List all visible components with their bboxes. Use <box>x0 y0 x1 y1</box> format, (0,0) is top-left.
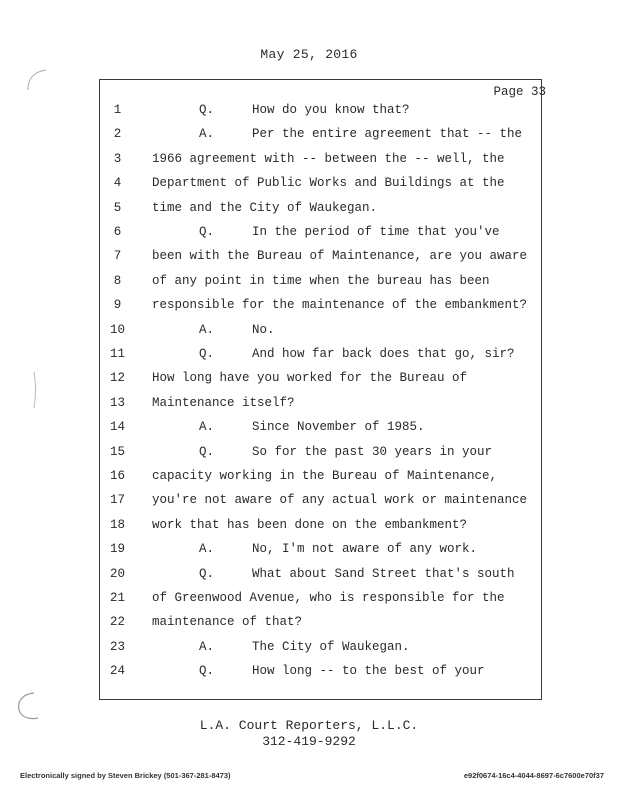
document-hash-id: e92f0674-16c4-4044-8697-6c7600e70f37 <box>463 771 604 780</box>
line-number: 14 <box>109 420 125 435</box>
line-number: 16 <box>109 469 125 483</box>
qa-line <box>199 420 425 435</box>
line-number: 11 <box>109 347 125 361</box>
transcript-line <box>0 493 618 513</box>
transcript-line <box>0 323 618 343</box>
line-number: 8 <box>113 273 122 288</box>
qa-line <box>199 542 478 557</box>
speaker-label: A. <box>199 639 215 654</box>
speaker-label: Q. <box>199 566 215 581</box>
transcript-line <box>0 201 618 221</box>
transcript-line <box>0 445 618 465</box>
reporter-phone: 312-419-9292 <box>262 734 356 749</box>
transcript-line <box>0 396 618 416</box>
transcript-line <box>0 347 618 367</box>
line-text: No. <box>252 322 275 337</box>
line-text: responsible for the maintenance of the embankment? <box>152 298 528 313</box>
qa-line <box>199 566 515 581</box>
line-number: 18 <box>109 517 125 532</box>
transcript-line <box>0 176 618 196</box>
line-text: maintenance of that? <box>152 615 303 630</box>
speaker-label: A. <box>199 420 215 435</box>
line-text: you're not aware of any actual work or maintenance <box>152 493 528 508</box>
line-number: 12 <box>109 371 125 386</box>
line-number: 3 <box>113 151 122 166</box>
line-text: No, I'm not aware of any work. <box>252 542 478 557</box>
speaker-label: A. <box>199 322 215 337</box>
line-text: been with the Bureau of Maintenance, are you aware <box>152 249 528 264</box>
line-number: 4 <box>113 176 122 191</box>
transcript-line <box>0 298 618 318</box>
transcript-line <box>0 127 618 147</box>
qa-line <box>199 127 523 142</box>
line-number: 20 <box>109 566 125 581</box>
line-number: 1 <box>113 103 122 117</box>
transcript-line <box>0 567 618 587</box>
qa-line <box>199 664 485 679</box>
line-text: And how far back does that go, sir? <box>252 347 515 361</box>
line-text: In the period of time that you've <box>252 225 500 239</box>
transcript-line <box>0 615 618 635</box>
transcript-line <box>0 225 618 245</box>
speaker-label: Q. <box>199 664 215 679</box>
line-number: 23 <box>109 639 125 654</box>
electronic-signature-note: Electronically signed by Steven Brickey (501-367-281-8473) <box>20 771 231 780</box>
transcript-date: May 25, 2016 <box>260 47 358 62</box>
line-number: 15 <box>109 444 125 459</box>
transcript-line <box>0 103 618 123</box>
reporter-company: L.A. Court Reporters, L.L.C. <box>199 718 419 733</box>
transcript-line <box>0 469 618 489</box>
punch-hole-top-mark <box>20 66 50 106</box>
transcript-line <box>0 591 618 611</box>
line-text: capacity working in the Bureau of Maintenance, <box>152 469 498 483</box>
line-text: How long -- to the best of your <box>252 664 485 679</box>
line-number: 10 <box>109 322 125 337</box>
speaker-label: Q. <box>199 444 215 459</box>
line-text: of any point in time when the bureau has been <box>152 273 490 288</box>
qa-line <box>199 225 500 239</box>
qa-line <box>199 444 493 459</box>
line-text: Department of Public Works and Buildings at the <box>152 176 505 191</box>
line-text: of Greenwood Avenue, who is responsible for the <box>152 591 505 605</box>
line-text: Since November of 1985. <box>252 420 425 435</box>
line-text: So for the past 30 years in your <box>252 444 493 459</box>
speaker-label: A. <box>199 542 215 557</box>
line-text: Maintenance itself? <box>152 395 295 410</box>
transcript-line <box>0 152 618 172</box>
line-number: 19 <box>109 542 125 557</box>
transcript-line <box>0 274 618 294</box>
speaker-label: Q. <box>199 225 215 239</box>
qa-line <box>199 347 515 361</box>
line-text: Per the entire agreement that -- the <box>252 127 523 142</box>
transcript-line <box>0 664 618 684</box>
transcript-line <box>0 249 618 269</box>
speaker-label: Q. <box>199 103 215 117</box>
qa-line <box>199 103 410 117</box>
line-text: 1966 agreement with -- between the -- well, the <box>152 151 505 166</box>
line-number: 24 <box>109 664 125 679</box>
page-number: Page 33 <box>493 85 546 99</box>
line-text: What about Sand Street that's south <box>252 566 515 581</box>
line-number: 5 <box>113 200 122 215</box>
speaker-label: A. <box>199 127 215 142</box>
line-text: work that has been done on the embankment? <box>152 517 468 532</box>
qa-line <box>199 322 275 337</box>
line-number: 22 <box>109 615 125 630</box>
transcript-line <box>0 542 618 562</box>
transcript-line <box>0 420 618 440</box>
transcript-line <box>0 518 618 538</box>
line-text: How long have you worked for the Bureau of <box>152 371 468 386</box>
line-number: 17 <box>109 493 125 508</box>
line-number: 13 <box>109 395 125 410</box>
line-number: 6 <box>113 225 122 239</box>
line-number: 9 <box>113 298 122 313</box>
line-number: 2 <box>113 127 122 142</box>
transcript-line <box>0 371 618 391</box>
speaker-label: Q. <box>199 347 215 361</box>
line-text: time and the City of Waukegan. <box>152 200 378 215</box>
qa-line <box>199 639 410 654</box>
line-number: 21 <box>109 591 125 605</box>
line-number: 7 <box>113 249 122 264</box>
transcript-line <box>0 640 618 660</box>
line-text: The City of Waukegan. <box>252 639 410 654</box>
line-text: How do you know that? <box>252 103 410 117</box>
